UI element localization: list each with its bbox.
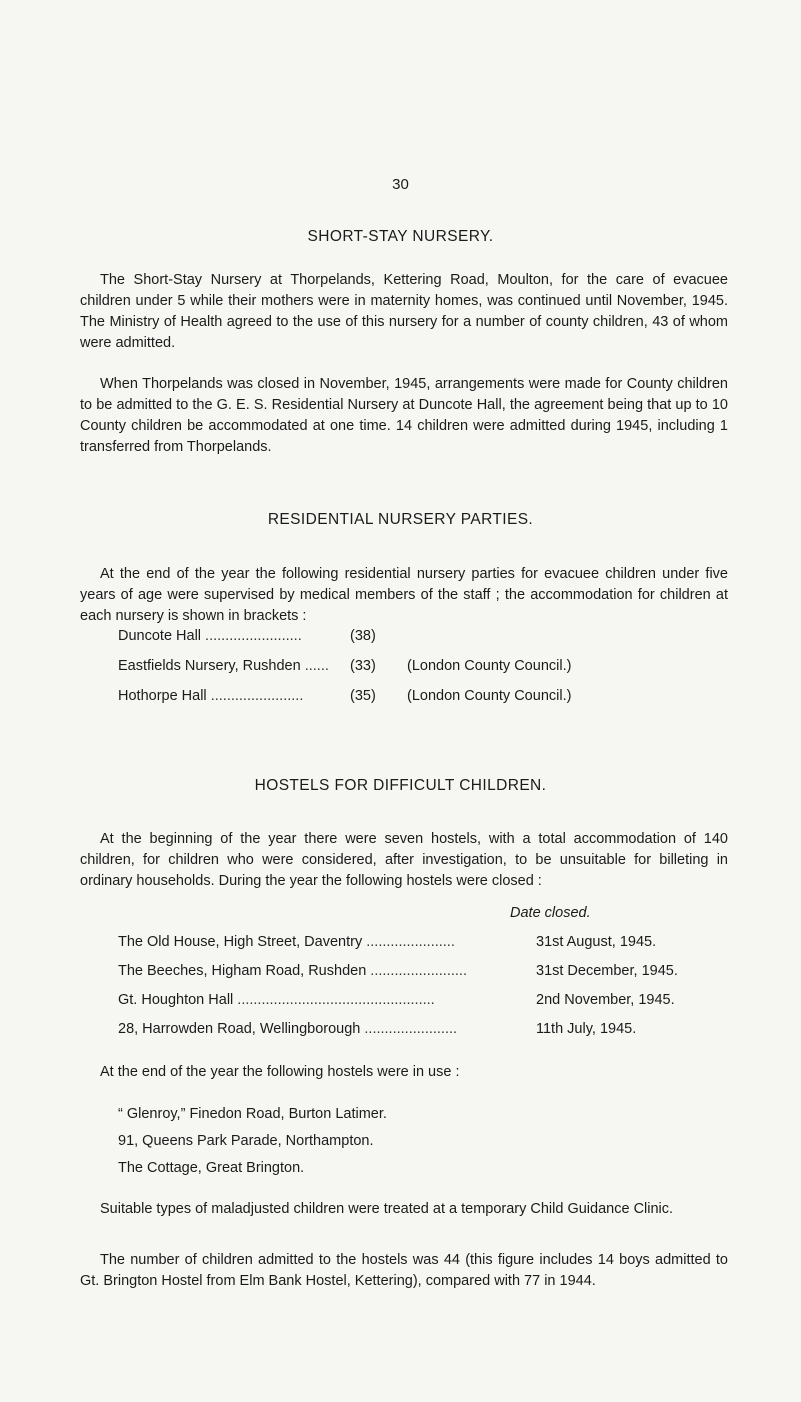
paragraph-final: The number of children admitted to the hostels was 44 (this figure includes 14 boys admitted to Gt. Brington Hostel from Elm Bank Hostel, Kettering), compared with 77 in 1944. [80, 1252, 728, 1289]
hostel-name: 28, Harrowden Road, Wellingborough [118, 1021, 361, 1037]
nursery-capacity: (35) [350, 688, 376, 704]
closed-hostel-row [118, 1021, 457, 1037]
leader-dots: ...... [300, 658, 329, 674]
in-use-hostel: The Cottage, Great Brington. [118, 1160, 305, 1176]
leader-dots: ........................ [366, 963, 467, 979]
nursery-name: Duncote Hall [118, 628, 202, 644]
hostel-name: The Beeches, Higham Road, Rushden [118, 963, 367, 979]
closed-hostel-row [118, 934, 455, 950]
paragraph-short-stay-2: When Thorpelands was closed in November, 1945, arrangements were made for County children to be admitted to the G. E. S. Residential Nursery at Duncote Hall, the agreement being that up to 10 County children be accommodated at one time. 14 children were admitted during 1945, including 1 transferred from Thorpelands. [80, 376, 728, 455]
leader-dots: ...................... [362, 934, 455, 950]
hostel-name: The Old House, High Street, Daventry [118, 934, 363, 950]
paragraph-residential-1: At the end of the year the following residential nursery parties for evacuee children under five years of age were supervised by medical members of the staff ; the accommodation for children at each nursery is shown in brackets : [80, 566, 728, 624]
heading-hostels: HOSTELS FOR DIFFICULT CHILDREN. [254, 777, 547, 794]
closed-date: 31st December, 1945. [536, 963, 678, 979]
leader-dots: ....................... [360, 1021, 458, 1037]
in-use-hostel: 91, Queens Park Parade, Northampton. [118, 1133, 374, 1149]
nursery-note: (London County Council.) [407, 688, 572, 704]
in-use-intro: At the end of the year the following hostels were in use : [100, 1064, 460, 1080]
nursery-name: Hothorpe Hall [118, 688, 207, 704]
nursery-name: Eastfields Nursery, Rushden [118, 658, 301, 674]
heading-residential-nursery: RESIDENTIAL NURSERY PARTIES. [267, 511, 534, 528]
leader-dots: ........................ [201, 628, 302, 644]
in-use-hostel: “ Glenroy,” Finedon Road, Burton Latimer. [118, 1106, 387, 1122]
nursery-row [118, 688, 303, 704]
date-closed-header: Date closed. [510, 905, 591, 921]
nursery-capacity: (38) [350, 628, 376, 644]
leader-dots: ................................................. [233, 992, 435, 1008]
closed-date: 2nd November, 1945. [536, 992, 675, 1008]
paragraph-short-stay-1: The Short-Stay Nursery at Thorpelands, Kettering Road, Moulton, for the care of evacuee children under 5 while their mothers were in maternity homes, was continued until November, 1945. The Ministry of Health agreed to the use of this nursery for a number of county children, 43 of whom were admitted. [80, 272, 728, 351]
leader-dots: ....................... [206, 688, 304, 704]
closed-hostel-row [118, 963, 467, 979]
paragraph-hostels-1: At the beginning of the year there were seven hostels, with a total accommodation of 140 children, for children who were considered, after investigation, to be unsuitable for billeting in ordinary households. During the year the following hostels were closed : [80, 831, 728, 889]
paragraph-clinic: Suitable types of maladjusted children were treated at a temporary Child Guidance Clinic. [100, 1201, 674, 1217]
hostel-name: Gt. Houghton Hall [118, 992, 234, 1008]
nursery-row [118, 658, 329, 674]
closed-date: 11th July, 1945. [536, 1021, 637, 1037]
nursery-note: (London County Council.) [407, 658, 572, 674]
heading-short-stay-nursery: SHORT-STAY NURSERY. [307, 228, 494, 245]
closed-date: 31st August, 1945. [536, 934, 657, 950]
closed-hostel-row [118, 992, 435, 1008]
nursery-row [118, 628, 302, 644]
nursery-capacity: (33) [350, 658, 376, 674]
page-number: 30 [392, 176, 409, 193]
